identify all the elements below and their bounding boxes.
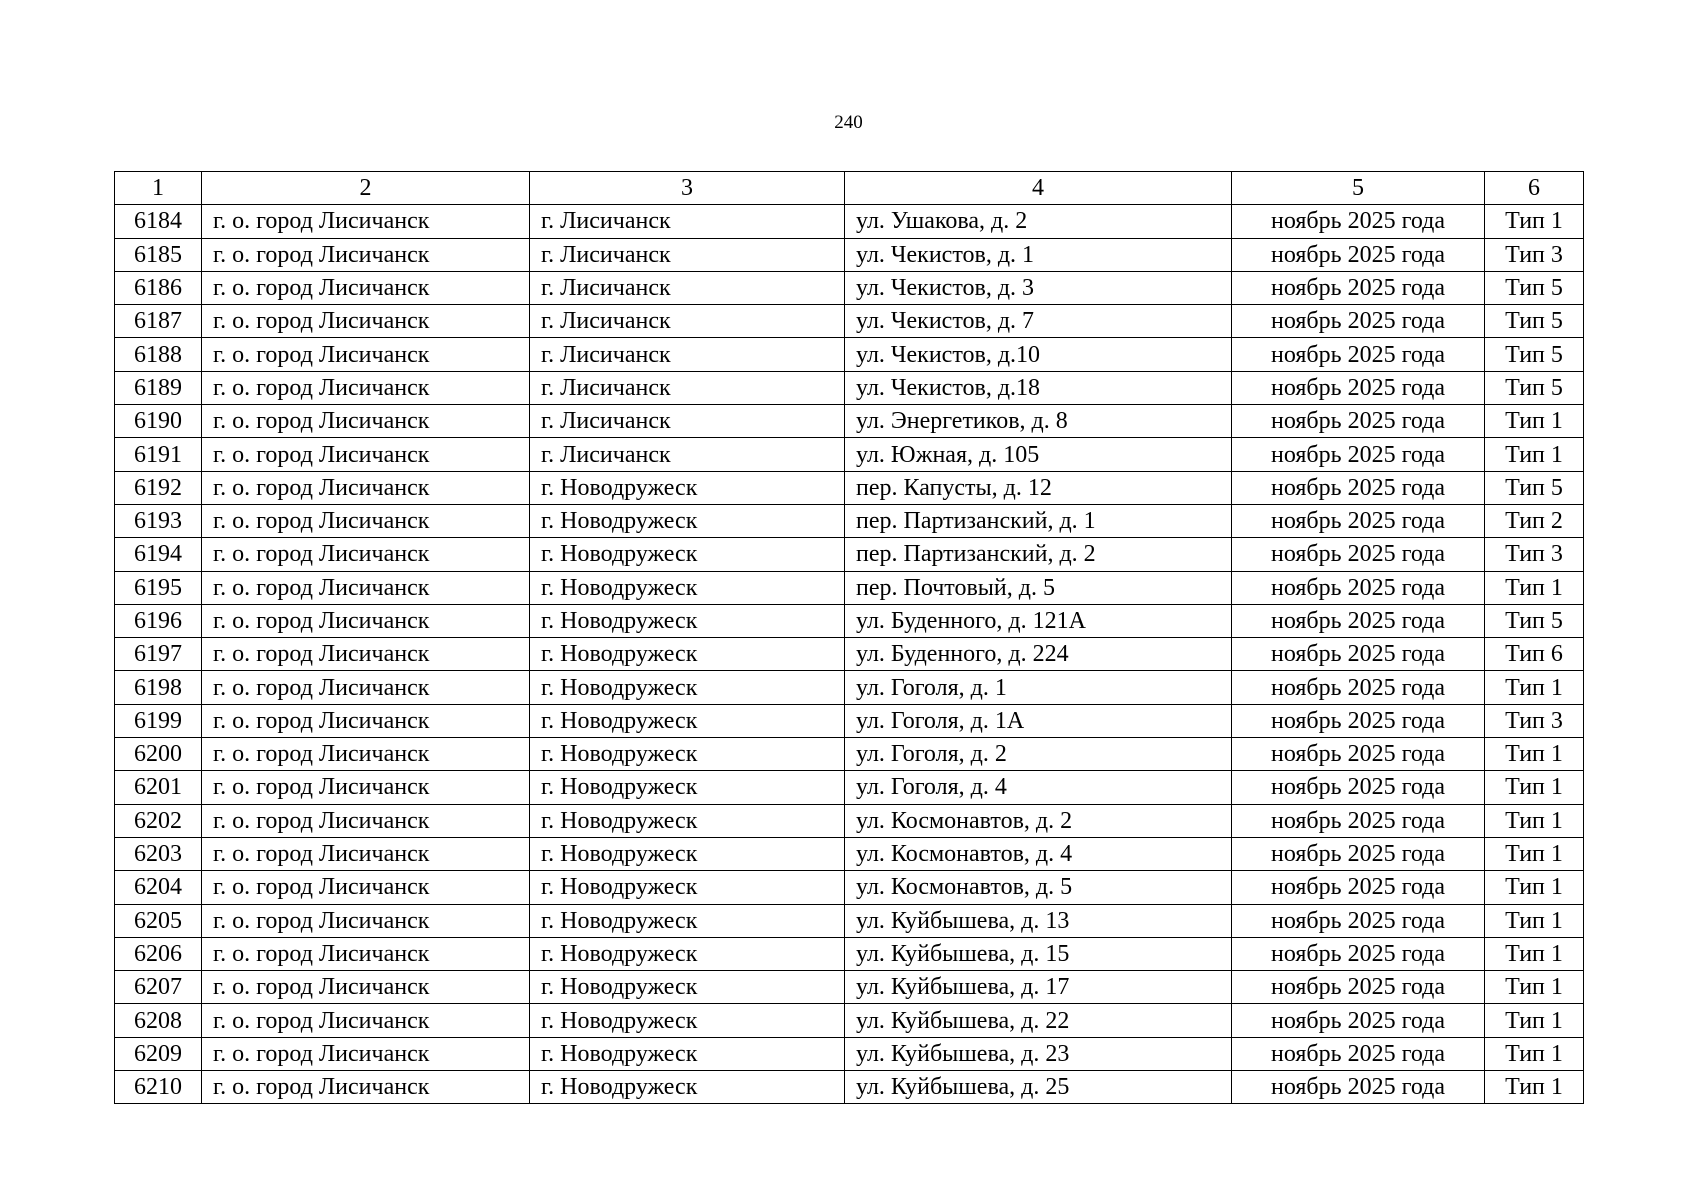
cell-type: Тип 1: [1485, 671, 1584, 704]
cell-type: Тип 1: [1485, 405, 1584, 438]
cell-address: пер. Партизанский, д. 2: [845, 538, 1232, 571]
cell-settlement: г. Новодружеск: [530, 738, 845, 771]
cell-deadline: ноябрь 2025 года: [1232, 971, 1485, 1004]
table-row: [115, 205, 1584, 238]
cell-row-number: 6194: [115, 538, 202, 571]
table-row: [115, 738, 1584, 771]
cell-deadline: ноябрь 2025 года: [1232, 438, 1485, 471]
cell-address: ул. Чекистов, д.18: [845, 371, 1232, 404]
cell-address: ул. Космонавтов, д. 2: [845, 804, 1232, 837]
header-cell-4: 4: [845, 172, 1232, 205]
cell-deadline: ноябрь 2025 года: [1232, 371, 1485, 404]
cell-type: Тип 1: [1485, 971, 1584, 1004]
table-row: [115, 405, 1584, 438]
table-row: [115, 871, 1584, 904]
cell-settlement: г. Новодружеск: [530, 804, 845, 837]
cell-municipality: г. о. город Лисичанск: [202, 704, 530, 737]
cell-row-number: 6209: [115, 1037, 202, 1070]
cell-settlement: г. Лисичанск: [530, 405, 845, 438]
cell-address: ул. Гоголя, д. 4: [845, 771, 1232, 804]
table-row: [115, 305, 1584, 338]
cell-row-number: 6188: [115, 338, 202, 371]
cell-row-number: 6198: [115, 671, 202, 704]
cell-settlement: г. Новодружеск: [530, 937, 845, 970]
cell-municipality: г. о. город Лисичанск: [202, 571, 530, 604]
cell-municipality: г. о. город Лисичанск: [202, 904, 530, 937]
header-cell-5: 5: [1232, 172, 1485, 205]
table-row: [115, 971, 1584, 1004]
cell-settlement: г. Новодружеск: [530, 871, 845, 904]
cell-deadline: ноябрь 2025 года: [1232, 638, 1485, 671]
cell-row-number: 6206: [115, 937, 202, 970]
cell-address: ул. Гоголя, д. 1А: [845, 704, 1232, 737]
cell-address: ул. Чекистов, д. 1: [845, 238, 1232, 271]
cell-address: ул. Чекистов, д. 3: [845, 271, 1232, 304]
cell-row-number: 6193: [115, 504, 202, 537]
cell-settlement: г. Лисичанск: [530, 438, 845, 471]
cell-settlement: г. Новодружеск: [530, 1071, 845, 1104]
cell-deadline: ноябрь 2025 года: [1232, 604, 1485, 637]
cell-municipality: г. о. город Лисичанск: [202, 771, 530, 804]
cell-row-number: 6201: [115, 771, 202, 804]
cell-type: Тип 5: [1485, 471, 1584, 504]
table-row: [115, 837, 1584, 870]
cell-row-number: 6207: [115, 971, 202, 1004]
cell-deadline: ноябрь 2025 года: [1232, 1004, 1485, 1037]
table-row: [115, 338, 1584, 371]
cell-address: ул. Куйбышева, д. 15: [845, 937, 1232, 970]
cell-address: ул. Ушакова, д. 2: [845, 205, 1232, 238]
cell-type: Тип 3: [1485, 704, 1584, 737]
cell-municipality: г. о. город Лисичанск: [202, 1071, 530, 1104]
cell-address: ул. Гоголя, д. 1: [845, 671, 1232, 704]
cell-row-number: 6186: [115, 271, 202, 304]
cell-deadline: ноябрь 2025 года: [1232, 1071, 1485, 1104]
cell-settlement: г. Новодружеск: [530, 771, 845, 804]
table-row: [115, 771, 1584, 804]
cell-settlement: г. Новодружеск: [530, 504, 845, 537]
cell-municipality: г. о. город Лисичанск: [202, 837, 530, 870]
cell-row-number: 6189: [115, 371, 202, 404]
cell-deadline: ноябрь 2025 года: [1232, 871, 1485, 904]
cell-type: Тип 1: [1485, 904, 1584, 937]
cell-municipality: г. о. город Лисичанск: [202, 738, 530, 771]
cell-address: ул. Куйбышева, д. 22: [845, 1004, 1232, 1037]
cell-municipality: г. о. город Лисичанск: [202, 471, 530, 504]
cell-municipality: г. о. город Лисичанск: [202, 1004, 530, 1037]
cell-municipality: г. о. город Лисичанск: [202, 804, 530, 837]
cell-row-number: 6197: [115, 638, 202, 671]
cell-deadline: ноябрь 2025 года: [1232, 671, 1485, 704]
cell-row-number: 6196: [115, 604, 202, 637]
cell-settlement: г. Лисичанск: [530, 205, 845, 238]
cell-address: пер. Партизанский, д. 1: [845, 504, 1232, 537]
cell-settlement: г. Новодружеск: [530, 837, 845, 870]
cell-address: ул. Куйбышева, д. 17: [845, 971, 1232, 1004]
cell-settlement: г. Новодружеск: [530, 904, 845, 937]
cell-row-number: 6191: [115, 438, 202, 471]
cell-row-number: 6200: [115, 738, 202, 771]
cell-deadline: ноябрь 2025 года: [1232, 837, 1485, 870]
cell-type: Тип 1: [1485, 837, 1584, 870]
cell-deadline: ноябрь 2025 года: [1232, 338, 1485, 371]
cell-deadline: ноябрь 2025 года: [1232, 1037, 1485, 1070]
cell-deadline: ноябрь 2025 года: [1232, 738, 1485, 771]
cell-row-number: 6187: [115, 305, 202, 338]
cell-municipality: г. о. город Лисичанск: [202, 238, 530, 271]
cell-address: ул. Космонавтов, д. 5: [845, 871, 1232, 904]
cell-address: ул. Куйбышева, д. 13: [845, 904, 1232, 937]
table-row: [115, 271, 1584, 304]
cell-row-number: 6195: [115, 571, 202, 604]
header-cell-6: 6: [1485, 172, 1584, 205]
cell-municipality: г. о. город Лисичанск: [202, 1037, 530, 1070]
cell-type: Тип 5: [1485, 271, 1584, 304]
cell-address: ул. Куйбышева, д. 23: [845, 1037, 1232, 1070]
header-cell-1: 1: [115, 172, 202, 205]
cell-municipality: г. о. город Лисичанск: [202, 405, 530, 438]
table-row: [115, 937, 1584, 970]
table-row: [115, 471, 1584, 504]
cell-deadline: ноябрь 2025 года: [1232, 804, 1485, 837]
cell-row-number: 6208: [115, 1004, 202, 1037]
cell-address: ул. Чекистов, д. 7: [845, 305, 1232, 338]
cell-deadline: ноябрь 2025 года: [1232, 305, 1485, 338]
cell-municipality: г. о. город Лисичанск: [202, 638, 530, 671]
cell-row-number: 6192: [115, 471, 202, 504]
header-cell-2: 2: [202, 172, 530, 205]
table-body: [115, 205, 1584, 1104]
cell-municipality: г. о. город Лисичанск: [202, 271, 530, 304]
cell-type: Тип 1: [1485, 1037, 1584, 1070]
cell-row-number: 6210: [115, 1071, 202, 1104]
cell-type: Тип 3: [1485, 238, 1584, 271]
table-row: [115, 1004, 1584, 1037]
cell-row-number: 6202: [115, 804, 202, 837]
table-row: [115, 704, 1584, 737]
cell-address: ул. Космонавтов, д. 4: [845, 837, 1232, 870]
cell-municipality: г. о. город Лисичанск: [202, 504, 530, 537]
cell-municipality: г. о. город Лисичанск: [202, 971, 530, 1004]
cell-row-number: 6184: [115, 205, 202, 238]
page-number: 240: [834, 112, 863, 133]
cell-deadline: ноябрь 2025 года: [1232, 904, 1485, 937]
cell-municipality: г. о. город Лисичанск: [202, 871, 530, 904]
cell-type: Тип 6: [1485, 638, 1584, 671]
table-row: [115, 804, 1584, 837]
cell-deadline: ноябрь 2025 года: [1232, 771, 1485, 804]
cell-row-number: 6185: [115, 238, 202, 271]
table-row: [115, 671, 1584, 704]
cell-type: Тип 1: [1485, 571, 1584, 604]
header-cell-3: 3: [530, 172, 845, 205]
cell-municipality: г. о. город Лисичанск: [202, 604, 530, 637]
cell-settlement: г. Новодружеск: [530, 704, 845, 737]
cell-type: Тип 1: [1485, 1071, 1584, 1104]
cell-address: ул. Буденного, д. 224: [845, 638, 1232, 671]
cell-municipality: г. о. город Лисичанск: [202, 438, 530, 471]
cell-row-number: 6203: [115, 837, 202, 870]
cell-settlement: г. Лисичанск: [530, 371, 845, 404]
cell-settlement: г. Новодружеск: [530, 538, 845, 571]
cell-type: Тип 2: [1485, 504, 1584, 537]
cell-settlement: г. Лисичанск: [530, 338, 845, 371]
cell-type: Тип 1: [1485, 804, 1584, 837]
cell-row-number: 6199: [115, 704, 202, 737]
table-row: [115, 1037, 1584, 1070]
cell-settlement: г. Новодружеск: [530, 604, 845, 637]
cell-address: ул. Энергетиков, д. 8: [845, 405, 1232, 438]
cell-settlement: г. Лисичанск: [530, 271, 845, 304]
cell-deadline: ноябрь 2025 года: [1232, 937, 1485, 970]
cell-address: ул. Южная, д. 105: [845, 438, 1232, 471]
cell-settlement: г. Новодружеск: [530, 471, 845, 504]
cell-type: Тип 1: [1485, 205, 1584, 238]
cell-municipality: г. о. город Лисичанск: [202, 671, 530, 704]
cell-deadline: ноябрь 2025 года: [1232, 704, 1485, 737]
table-row: [115, 438, 1584, 471]
cell-deadline: ноябрь 2025 года: [1232, 238, 1485, 271]
registry-table: [114, 171, 1584, 1104]
table-row: [115, 538, 1584, 571]
cell-municipality: г. о. город Лисичанск: [202, 338, 530, 371]
table-header: [115, 172, 1584, 205]
cell-municipality: г. о. город Лисичанск: [202, 937, 530, 970]
table-row: [115, 904, 1584, 937]
cell-row-number: 6205: [115, 904, 202, 937]
cell-type: Тип 5: [1485, 305, 1584, 338]
cell-deadline: ноябрь 2025 года: [1232, 405, 1485, 438]
cell-settlement: г. Новодружеск: [530, 1004, 845, 1037]
cell-municipality: г. о. город Лисичанск: [202, 205, 530, 238]
cell-municipality: г. о. город Лисичанск: [202, 538, 530, 571]
cell-type: Тип 5: [1485, 604, 1584, 637]
cell-deadline: ноябрь 2025 года: [1232, 271, 1485, 304]
table-row: [115, 638, 1584, 671]
cell-type: Тип 1: [1485, 871, 1584, 904]
table-row: [115, 1071, 1584, 1104]
cell-type: Тип 5: [1485, 338, 1584, 371]
cell-settlement: г. Новодружеск: [530, 1037, 845, 1070]
cell-row-number: 6204: [115, 871, 202, 904]
table-row: [115, 504, 1584, 537]
cell-municipality: г. о. город Лисичанск: [202, 371, 530, 404]
cell-address: ул. Гоголя, д. 2: [845, 738, 1232, 771]
cell-type: Тип 1: [1485, 1004, 1584, 1037]
cell-settlement: г. Новодружеск: [530, 638, 845, 671]
cell-settlement: г. Новодружеск: [530, 671, 845, 704]
cell-type: Тип 1: [1485, 937, 1584, 970]
cell-row-number: 6190: [115, 405, 202, 438]
cell-deadline: ноябрь 2025 года: [1232, 504, 1485, 537]
cell-address: ул. Буденного, д. 121А: [845, 604, 1232, 637]
cell-deadline: ноябрь 2025 года: [1232, 538, 1485, 571]
cell-settlement: г. Лисичанск: [530, 305, 845, 338]
cell-address: ул. Куйбышева, д. 25: [845, 1071, 1232, 1104]
cell-type: Тип 1: [1485, 771, 1584, 804]
cell-municipality: г. о. город Лисичанск: [202, 305, 530, 338]
cell-address: пер. Почтовый, д. 5: [845, 571, 1232, 604]
cell-settlement: г. Новодружеск: [530, 971, 845, 1004]
table-row: [115, 571, 1584, 604]
cell-address: пер. Капусты, д. 12: [845, 471, 1232, 504]
table-row: [115, 604, 1584, 637]
cell-deadline: ноябрь 2025 года: [1232, 571, 1485, 604]
cell-deadline: ноябрь 2025 года: [1232, 205, 1485, 238]
cell-settlement: г. Новодружеск: [530, 571, 845, 604]
cell-type: Тип 1: [1485, 438, 1584, 471]
cell-type: Тип 1: [1485, 738, 1584, 771]
cell-deadline: ноябрь 2025 года: [1232, 471, 1485, 504]
table-row: [115, 238, 1584, 271]
cell-type: Тип 3: [1485, 538, 1584, 571]
header-row: [115, 172, 1584, 205]
cell-type: Тип 5: [1485, 371, 1584, 404]
cell-settlement: г. Лисичанск: [530, 238, 845, 271]
cell-address: ул. Чекистов, д.10: [845, 338, 1232, 371]
table-row: [115, 371, 1584, 404]
